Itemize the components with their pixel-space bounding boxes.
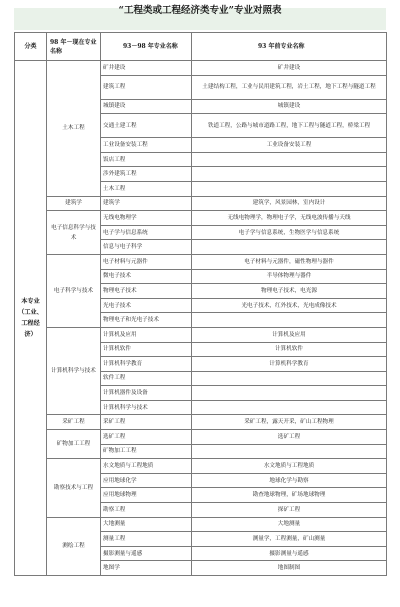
major-pre93-cell: 电子材料与元器件，磁性物理与器件 [192,254,387,269]
major-93-98-cell: 勘察工程 [101,503,192,518]
major-93-98-cell: 水文地质与工程地质 [101,459,192,474]
table-row [15,430,387,445]
table-row [15,61,387,76]
major-pre93-cell: 物理电子技术，电光源 [192,284,387,299]
table-body [15,61,387,576]
major-pre93-cell: 大地测量 [192,517,387,532]
table-row [15,196,387,211]
header-current-name: 98 年－现在专业名称 [47,33,101,61]
header-93-98-name: 93－98 年专业名称 [101,33,192,61]
major-93-98-cell: 光电子技术 [101,298,192,313]
major-93-98-cell: 物理电子和光电子技术 [101,313,192,328]
major-93-98-cell: 土木工程 [101,181,192,196]
major-pre93-cell: 水文地质与工程地质 [192,459,387,474]
major-pre93-cell: 探矿工程 [192,503,387,518]
major-pre93-cell: 建筑学，风景园林，室内设计 [192,196,387,211]
major-93-98-cell: 应用地球物理 [101,488,192,503]
major-93-98-cell: 矿井建设 [101,61,192,76]
major-93-98-cell: 选矿工程 [101,430,192,445]
major-93-98-cell: 计算机科学与技术 [101,400,192,415]
current-major-cell: 矿物加工工程 [47,430,101,459]
current-major-cell: 建筑学 [47,196,101,211]
major-pre93-cell [192,371,387,386]
current-major-cell: 电子信息科学与技术 [47,211,101,255]
major-93-98-cell: 交通土建工程 [101,114,192,138]
major-pre93-cell [192,167,387,182]
major-93-98-cell: 计算机器件及设备 [101,386,192,401]
major-93-98-cell: 矿物加工工程 [101,444,192,459]
major-pre93-cell: 测量学，工程测量，矿山测量 [192,532,387,547]
current-major-cell: 测绘工程 [47,517,101,575]
current-major-cell: 电子科学与技术 [47,254,101,327]
major-93-98-cell: 微电子技术 [101,269,192,284]
major-93-98-cell: 无线电物理学 [101,211,192,226]
major-pre93-cell [192,152,387,167]
table-row [15,459,387,474]
major-pre93-cell: 矿井建设 [192,61,387,76]
current-major-cell: 土木工程 [47,61,101,197]
major-pre93-cell: 地图制图 [192,561,387,576]
major-93-98-cell: 软件工程 [101,371,192,386]
major-pre93-cell: 计算机科学教育 [192,357,387,372]
major-93-98-cell: 建筑工程 [101,75,192,99]
major-93-98-cell: 工业设备安装工程 [101,138,192,153]
major-pre93-cell [192,313,387,328]
current-major-cell: 勘察技术与工程 [47,459,101,517]
table-row [15,254,387,269]
major-pre93-cell [192,240,387,255]
major-pre93-cell [192,400,387,415]
major-93-98-cell: 建筑学 [101,196,192,211]
current-major-cell: 采矿工程 [47,415,101,430]
major-93-98-cell: 涉外建筑工程 [101,167,192,182]
major-pre93-cell: 采矿工程，露天开采，矿山工程物理 [192,415,387,430]
major-pre93-cell: 电子学与信息系统，生物医学与信息系统 [192,225,387,240]
major-93-98-cell: 信息与电子科学 [101,240,192,255]
major-93-98-cell: 地图学 [101,561,192,576]
table-row [15,211,387,226]
major-93-98-cell: 饭店工程 [101,152,192,167]
major-93-98-cell: 大地测量 [101,517,192,532]
header-pre93-name: 93 年前专业名称 [192,33,387,61]
major-93-98-cell: 电子材料与元器件 [101,254,192,269]
major-pre93-cell: 计算机软件 [192,342,387,357]
header-row [15,33,387,61]
table-row [15,327,387,342]
major-pre93-cell: 摄影测量与遥感 [192,546,387,561]
header-category: 分类 [15,33,47,61]
major-pre93-cell: 光电子技术，红外技术，光电成像技术 [192,298,387,313]
category-cell: 本专业（工业、工程经济） [15,61,47,576]
major-pre93-cell: 工业设备安装工程 [192,138,387,153]
major-93-98-cell: 摄影测量与遥感 [101,546,192,561]
major-pre93-cell: 半导体物理与器件 [192,269,387,284]
major-pre93-cell [192,181,387,196]
major-pre93-cell: 计算机及应用 [192,327,387,342]
major-pre93-cell: 勘查地球物理，矿场地球物理 [192,488,387,503]
major-93-98-cell: 采矿工程 [101,415,192,430]
major-pre93-cell [192,444,387,459]
major-pre93-cell: 土建结构工程，工业与民用建筑工程，岩土工程，地下工程与隧道工程 [192,75,387,99]
major-pre93-cell: 城镇建设 [192,99,387,114]
major-pre93-cell [192,386,387,401]
major-93-98-cell: 应用地球化学 [101,473,192,488]
major-93-98-cell: 计算机及应用 [101,327,192,342]
table-row [15,415,387,430]
major-comparison-table [14,32,387,576]
major-pre93-cell: 无线电物理学，物理电子学，无线电波传播与天线 [192,211,387,226]
major-93-98-cell: 电子学与信息系统 [101,225,192,240]
major-pre93-cell: 地球化学与勘察 [192,473,387,488]
major-93-98-cell: 计算机科学教育 [101,357,192,372]
table-row [15,517,387,532]
major-93-98-cell: 计算机软件 [101,342,192,357]
major-pre93-cell: 铁道工程，公路与城市道路工程，地下工程与隧道工程，桥梁工程 [192,114,387,138]
major-93-98-cell: 物理电子技术 [101,284,192,299]
major-93-98-cell: 城镇建设 [101,99,192,114]
document-title: “工程类或工程经济类专业”专业对照表 [118,5,282,16]
major-pre93-cell: 选矿工程 [192,430,387,445]
major-93-98-cell: 测量工程 [101,532,192,547]
current-major-cell: 计算机科学与技术 [47,327,101,415]
